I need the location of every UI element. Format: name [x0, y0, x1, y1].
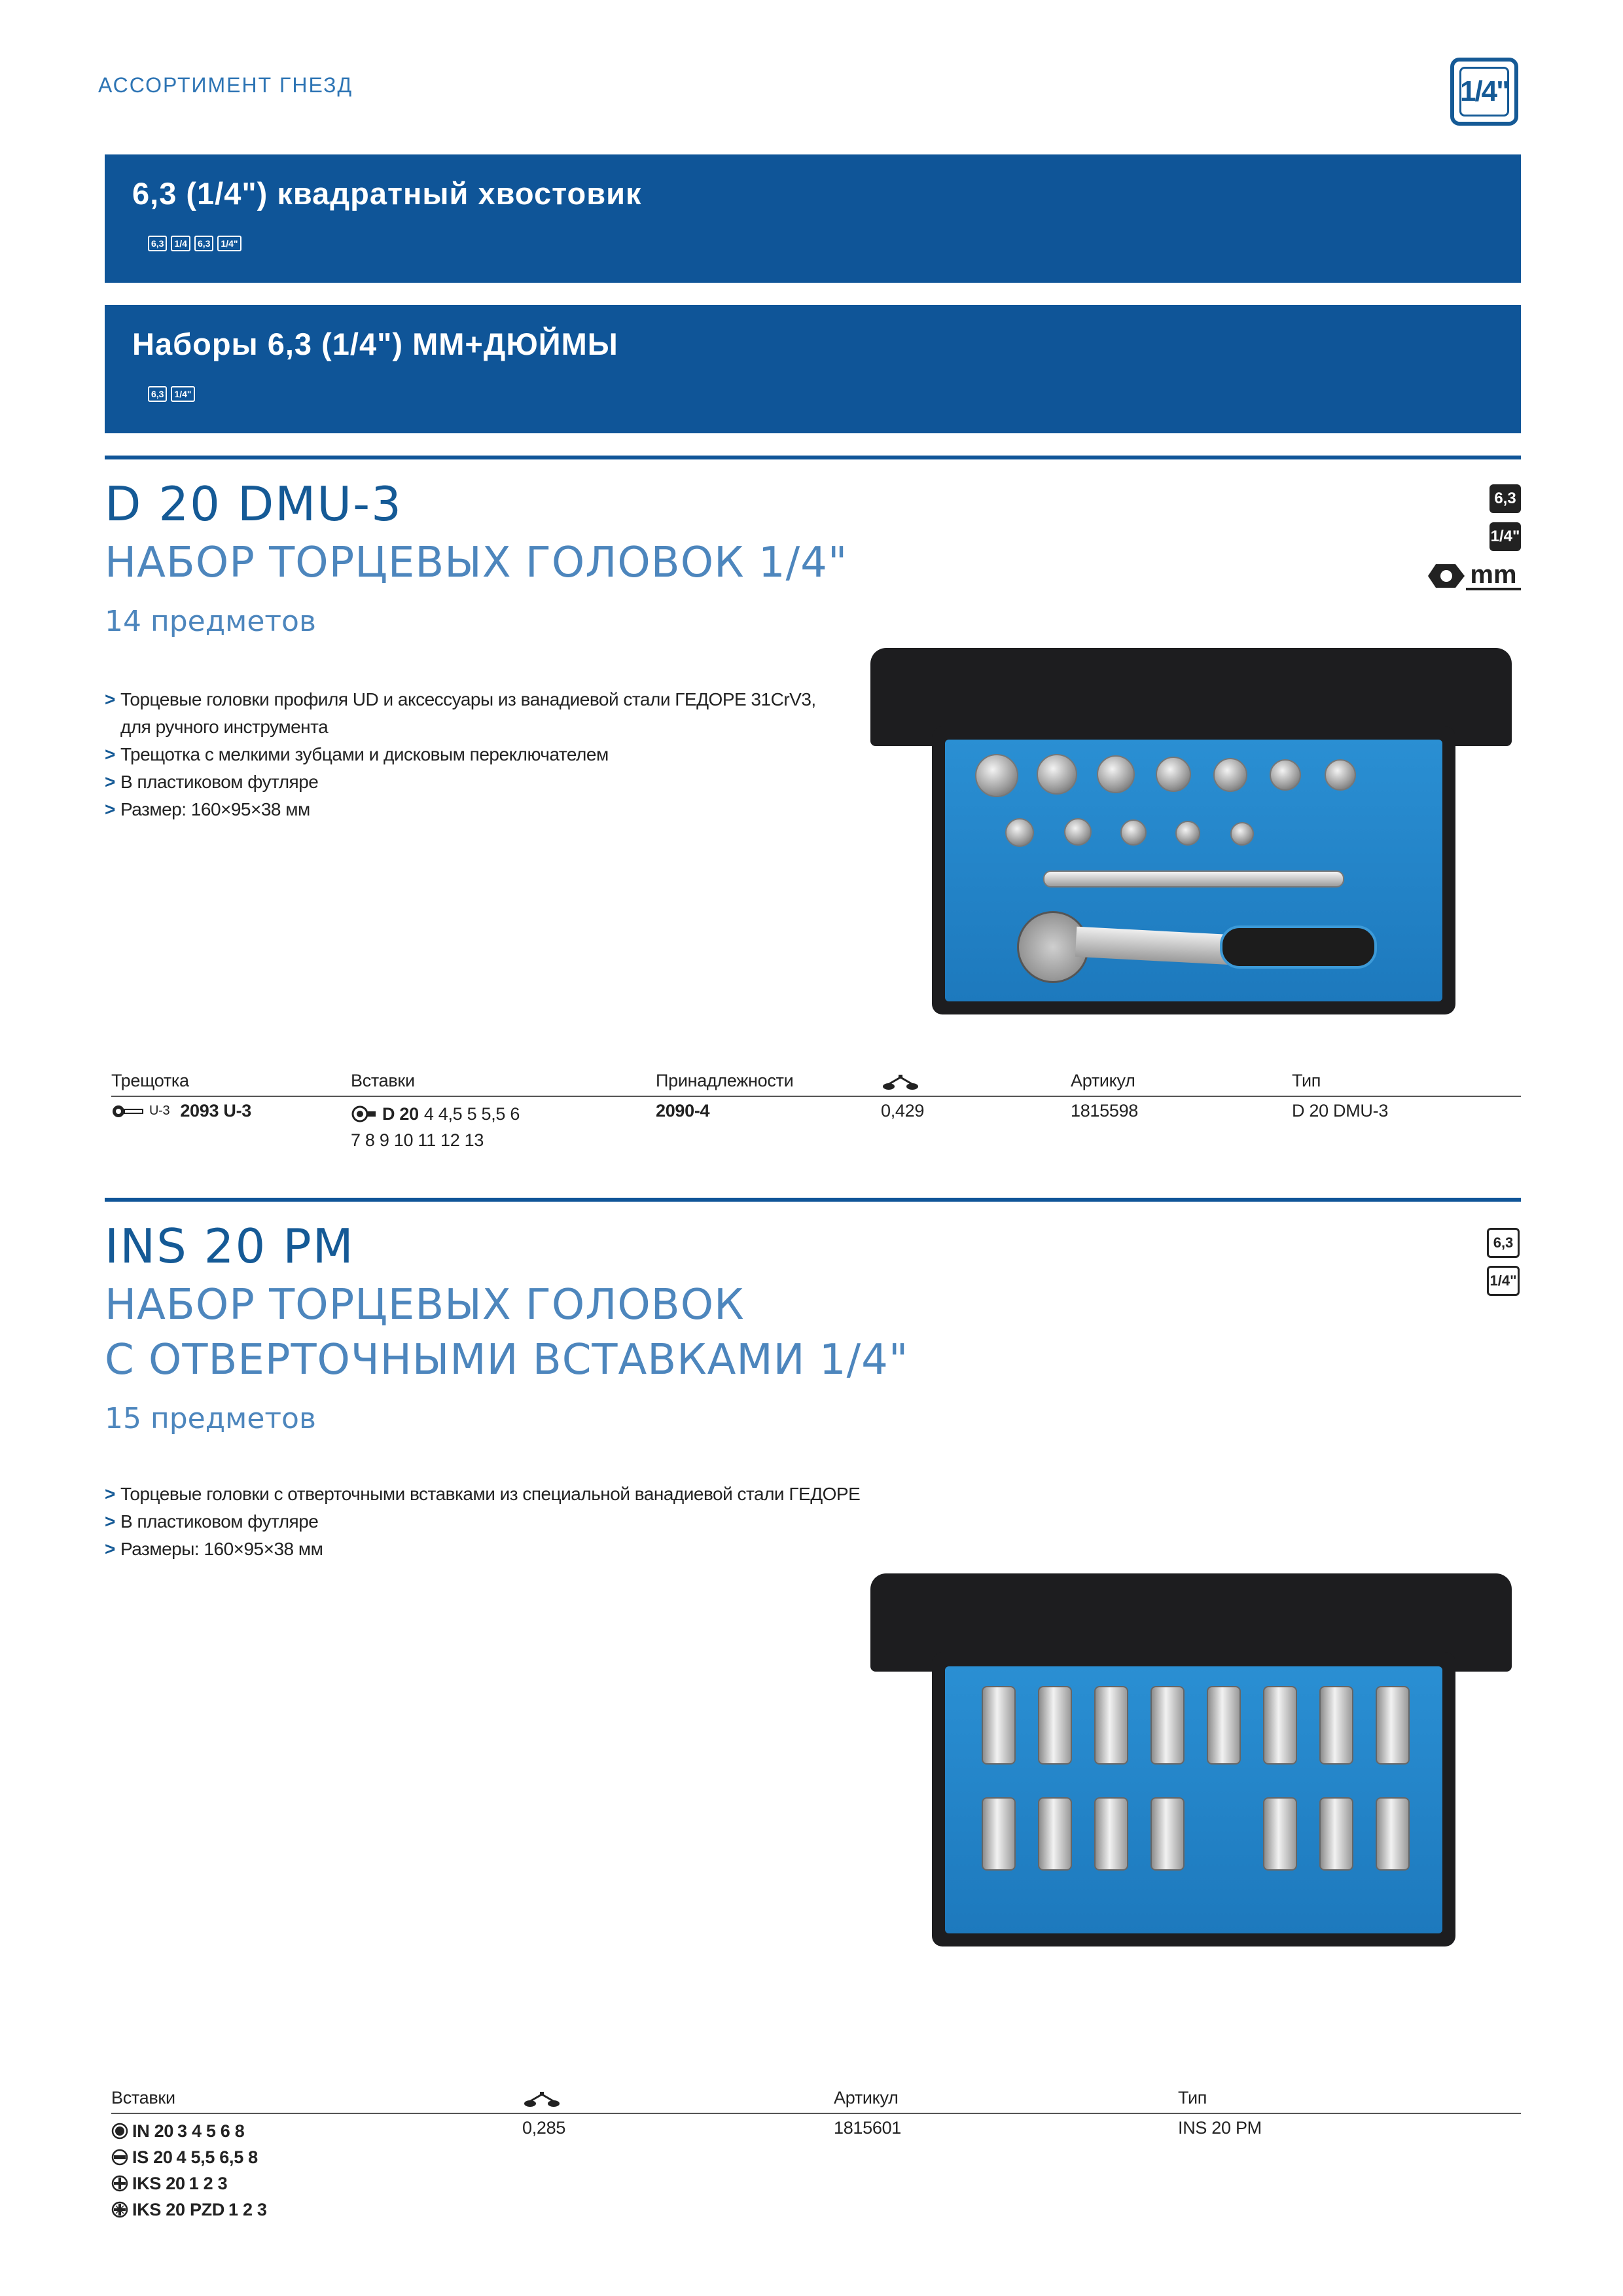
- socket: [1230, 822, 1254, 846]
- socket: [1156, 757, 1191, 792]
- ratchet-code: 2093 U-3: [180, 1101, 251, 1121]
- bit-socket: [1094, 1797, 1128, 1871]
- socket: [975, 754, 1018, 797]
- bit-socket: [1263, 1686, 1297, 1765]
- section-label: АССОРТИМЕНТ ГНЕЗД: [98, 73, 353, 97]
- badge-6-3: 6,3: [148, 236, 167, 251]
- socket: [1325, 759, 1356, 791]
- badge-6-3: 6,3: [1487, 1228, 1520, 1258]
- feature-item: > Размер: 160×95×38 мм: [105, 796, 816, 823]
- product-badges: [1427, 484, 1521, 596]
- ratchet-icon: [111, 1104, 144, 1119]
- socket-icon: [351, 1105, 377, 1122]
- bit-socket: [1150, 1797, 1185, 1871]
- insert-series: IKS 20 PZD: [132, 2200, 225, 2219]
- feature-list: [105, 686, 816, 823]
- badge-6-3: 6,3: [148, 386, 167, 402]
- col-header-inserts: Вставки: [351, 1071, 415, 1090]
- badge-6-3: 6,3: [194, 236, 213, 251]
- socket: [1175, 821, 1200, 846]
- inserts-cell: [111, 2118, 267, 2223]
- mm-label: mm: [1466, 560, 1521, 590]
- badge-quarter: 1/4": [1489, 522, 1521, 551]
- bit-socket: [1376, 1686, 1410, 1765]
- col-header-ratchet: Трещотка: [111, 1071, 189, 1090]
- bit-socket: [1319, 1686, 1353, 1765]
- insert-sizes: 3 4 5 6 8: [177, 2121, 245, 2141]
- feature-item: > Трещотка с мелкими зубцами и дисковым переключателем: [105, 741, 816, 768]
- item-count: 15 предметов: [105, 1402, 316, 1435]
- product-title: НАБОР ТОРЦЕВЫХ ГОЛОВОК 1/4": [105, 539, 848, 587]
- table-rule: [111, 1096, 1521, 1097]
- insert-series: IKS 20: [132, 2174, 185, 2193]
- product-code: INS 20 PM: [105, 1219, 355, 1274]
- socket: [1064, 818, 1092, 846]
- feature-item: > Размеры: 160×95×38 мм: [105, 1535, 860, 1563]
- feature-item: > Торцевые головки с отверточными вставками из специальной ванадиевой стали ГЕДОРЕ: [105, 1480, 860, 1508]
- bit-socket: [982, 1797, 1016, 1871]
- col-header-type: Тип: [1292, 1071, 1321, 1090]
- spec-table: [111, 1071, 1521, 1149]
- subcategory-title: Наборы 6,3 (1/4") ММ+ДЮЙМЫ: [132, 327, 618, 361]
- product-title-line2: С ОТВЕРТОЧНЫМИ ВСТАВКАМИ 1/4": [105, 1336, 909, 1384]
- inserts-series: D 20: [382, 1104, 419, 1124]
- case-tray: [945, 1666, 1442, 1933]
- hex-bit-icon: [111, 2123, 128, 2140]
- spec-table: [111, 2088, 1521, 2232]
- badge-quarter: 1/4: [171, 236, 190, 251]
- bit-socket: [1094, 1686, 1128, 1765]
- weight-cell: 0,285: [522, 2118, 566, 2138]
- bit-socket: [1038, 1797, 1072, 1871]
- type-cell: INS 20 PM: [1178, 2118, 1262, 2138]
- socket: [1037, 754, 1077, 795]
- socket: [1270, 759, 1301, 791]
- hex-mm-badge: [1427, 560, 1521, 592]
- insert-series: IN 20: [132, 2121, 174, 2141]
- ratchet-code-small: U-3: [149, 1103, 170, 1118]
- feature-list: [105, 1480, 860, 1563]
- table-rule: [111, 2113, 1521, 2114]
- feature-item: > В пластиковом футляре: [105, 768, 816, 796]
- product-title-line1: НАБОР ТОРЦЕВЫХ ГОЛОВОК: [105, 1281, 745, 1329]
- bit-socket: [1150, 1686, 1185, 1765]
- socket: [1213, 758, 1247, 792]
- insert-sizes: 4 5,5 6,5 8: [176, 2147, 258, 2167]
- insert-series: IS 20: [132, 2147, 173, 2167]
- category-badges: [148, 236, 241, 251]
- ratchet-cell: [111, 1101, 251, 1121]
- phillips-bit-icon: [111, 2175, 128, 2192]
- bit-socket: [1207, 1686, 1241, 1765]
- size-badge: [1450, 58, 1518, 126]
- product-badges: [1487, 1228, 1521, 1300]
- badge-quarter: 1/4": [1487, 1266, 1520, 1296]
- badge-quarter: 1/4": [171, 386, 194, 402]
- product-image: [864, 648, 1518, 1028]
- article-cell: 1815601: [834, 2118, 902, 2138]
- category-band: [105, 154, 1521, 283]
- col-header-inserts: Вставки: [111, 2088, 175, 2108]
- product-code: D 20 DMU-3: [105, 476, 402, 531]
- insert-row: [111, 2118, 267, 2144]
- slotted-bit-icon: [111, 2149, 128, 2166]
- inserts-sizes-line2: 7 8 9 10 11 12 13: [351, 1130, 484, 1150]
- section-divider: [105, 1198, 1521, 1202]
- inserts-sizes: 4 4,5 5 5,5 6: [423, 1104, 520, 1124]
- pozidriv-bit-icon: [111, 2201, 128, 2218]
- bit-socket: [982, 1686, 1016, 1765]
- col-header-article: Артикул: [1071, 1071, 1135, 1090]
- col-header-article: Артикул: [834, 2088, 899, 2108]
- size-badge-text: 1/4": [1459, 75, 1509, 107]
- weight-cell: 0,429: [881, 1101, 925, 1121]
- ratchet-handle: [1220, 925, 1377, 969]
- insert-sizes: 1 2 3: [188, 2174, 228, 2193]
- bit-socket: [1038, 1686, 1072, 1765]
- article-cell: 1815598: [1071, 1101, 1139, 1121]
- col-header-accessories: Принадлежности: [656, 1071, 794, 1090]
- case-tray: [945, 740, 1442, 1001]
- socket: [1120, 819, 1147, 846]
- bit-socket: [1319, 1797, 1353, 1871]
- insert-row: [111, 2170, 267, 2197]
- category-title: 6,3 (1/4") квадратный хвостовик: [132, 176, 642, 211]
- insert-row: [111, 2144, 267, 2170]
- insert-sizes: 1 2 3: [228, 2200, 267, 2219]
- weight-icon: [881, 1073, 920, 1095]
- inserts-cell: [351, 1101, 520, 1153]
- bit-socket: [1263, 1797, 1297, 1871]
- col-header-type: Тип: [1178, 2088, 1207, 2108]
- insert-row: [111, 2197, 267, 2223]
- section-divider: [105, 456, 1521, 459]
- subcategory-band: [105, 305, 1521, 433]
- badge-6-3: 6,3: [1489, 484, 1521, 513]
- bit-socket: [1376, 1797, 1410, 1871]
- subcategory-badges: [148, 386, 195, 402]
- weight-icon: [522, 2090, 562, 2112]
- feature-item-continued: для ручного инструмента: [120, 717, 329, 737]
- socket: [1005, 818, 1034, 847]
- badge-quarter: 1/4": [217, 236, 241, 251]
- type-cell: D 20 DMU-3: [1292, 1101, 1389, 1121]
- socket: [1097, 755, 1135, 793]
- ratchet-shaft: [1075, 927, 1234, 965]
- extension-bar: [1043, 870, 1344, 888]
- accessories-cell: 2090-4: [656, 1101, 710, 1121]
- product-image: [864, 1573, 1518, 1953]
- hex-icon: [1427, 560, 1466, 592]
- feature-item: > Торцевые головки профиля UD и аксессуары из ванадиевой стали ГЕДОРЕ 31CrV3,: [105, 686, 816, 713]
- item-count: 14 предметов: [105, 605, 316, 638]
- feature-item: > В пластиковом футляре: [105, 1508, 860, 1535]
